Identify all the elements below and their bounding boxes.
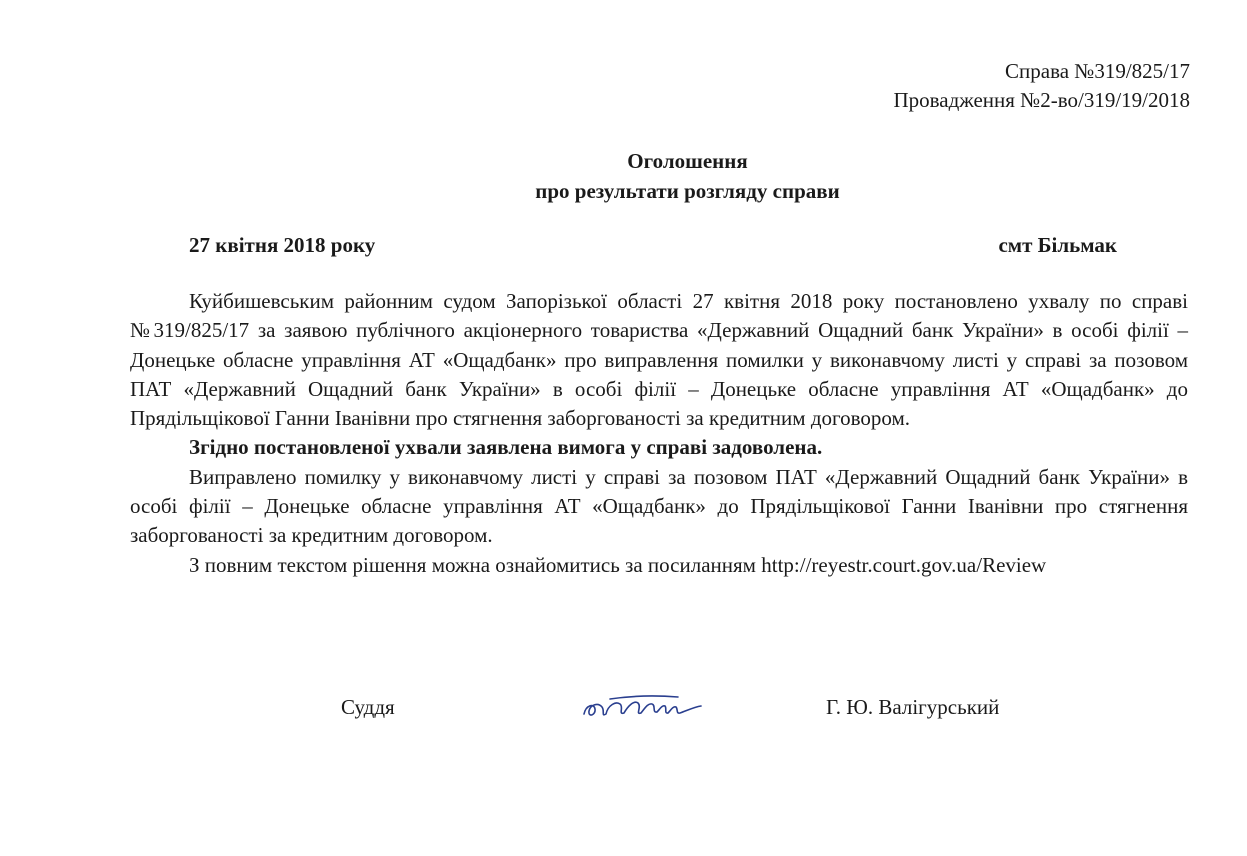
title-line-2: про результати розгляду справи (535, 179, 840, 203)
paragraph-link (130, 551, 1188, 580)
document-place: смт Більмак (998, 233, 1117, 257)
announcement-title (0, 146, 1247, 206)
case-header (893, 57, 1190, 115)
signature-row (0, 693, 1247, 733)
title-line-1: Оголошення (627, 149, 748, 173)
judge-name: Г. Ю. Валігурський (826, 695, 1000, 719)
paragraph-correction: Виправлено помилку у виконавчому листі у справі за позовом ПАТ «Державний Ощадний банк України» в особі філії – Донецьке обласне управління АТ «Ощадбанк» до Прядільщікової Ганни Іванівни про стягнення заборгованості за кредитним договором. (130, 464, 1188, 548)
paragraph-ruling: Куйбишевським районним судом Запорізької області 27 квітня 2018 року постановлено ухвалу по справі №319/825/17 за заявою публічного акціонерного товариства «Державний Ощадний банк України» в особі філії – Донецьке обласне управління АТ «Ощадбанк» про виправлення помилки у виконавчому листі у справі за позовом ПАТ «Державний Ощадний банк України» в особі філії – Донецьке обласне управління АТ «Ощадбанк» до Прядільщікової Ганни Іванівни про стягнення заборгованості за кредитним договором. (130, 289, 1188, 431)
paragraph-decision: Згідно постановленої ухвали заявлена вимога у справі задоволена. (189, 435, 823, 460)
date-place-line (189, 231, 1117, 259)
document-body (130, 287, 1188, 580)
judge-label: Суддя (341, 695, 395, 719)
link-intro-text: З повним текстом рішення можна ознайомитись за посиланням (189, 552, 756, 577)
review-link[interactable]: http://reyestr.court.gov.ua/Review (761, 552, 1047, 577)
case-number: Справа №319/825/17 (1005, 59, 1190, 83)
proceeding-number: Провадження №2-во/319/19/2018 (893, 88, 1190, 112)
handwritten-signature (580, 687, 705, 723)
document-date: 27 квітня 2018 року (189, 233, 376, 257)
